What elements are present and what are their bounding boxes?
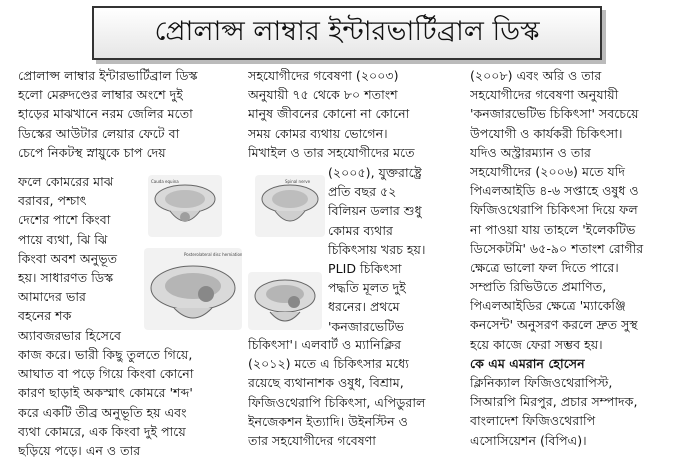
text-line: ফিজিওথেরাপি চিকিৎসা, এপিডুরাল (248, 394, 426, 410)
text-line: দেশের পাশে কিংবা (18, 212, 111, 228)
text-line: সময় কোমর ব্যথায় ভোগেন। (248, 125, 388, 141)
disc-herniation-illustration (144, 248, 242, 330)
vertebra-bottom-svg (248, 272, 322, 330)
column-2-bottom (248, 335, 460, 450)
author-line: এসোসিয়েশন (বিপিএ)। (470, 432, 587, 448)
column-2-top (248, 66, 460, 162)
herniation-label: Posterolateral disc herniation (184, 252, 242, 257)
text-line: না পাওয়া যায় তাহলে 'ইলেকটিভ (470, 221, 636, 237)
text-line: বহনের শক (18, 308, 72, 324)
text-line: ডিস্কের আউটার লেয়ার ফেটে বা (18, 125, 180, 141)
text-line: চেপে নিকটস্থ স্নায়ুকে চাপ দেয় (18, 144, 166, 160)
text-line: ব্যথা কোমরে, এক কিংবা দুই পায়ে (18, 423, 186, 439)
author-name: কে এম এমরান হোসেন (470, 355, 585, 371)
vertebra-illustration-top-right (255, 175, 325, 237)
author-line: ক্লিনিক্যাল ফিজিওথেরাপিস্ট, (470, 375, 613, 390)
text-line: সহযোগীদের গবেষণা অনুযায়ী (470, 87, 619, 103)
text-line: 'কনজারভেটিভ (328, 318, 404, 334)
text-line: ফিজিওথেরাপি চিকিৎসা দিয়ে ফল (470, 202, 638, 218)
text-line: ডিসেকটমি' ৬৫-৯০ শতাংশ রোগীর (470, 240, 644, 256)
column-3 (470, 66, 684, 450)
text-line: সহযোগীদের গবেষণা (২০০৩) (248, 68, 399, 83)
text-line: সম্প্রতি রিভিউতে প্রমাণিত, (470, 279, 607, 295)
vertebra-top-svg (148, 175, 222, 237)
text-line: পিএলআইডি ৪-৬ সপ্তাহে ওষুধ ও (470, 183, 639, 199)
cauda-equina-label: Cauda equina (151, 179, 179, 184)
text-line: উপযোগী ও কার্যকরী চিকিৎসা। (470, 125, 623, 141)
text-line: হয়। সাধারণত ডিস্ক (18, 269, 114, 285)
text-line: পায়ে ব্যথা, ঝি ঝি (18, 231, 108, 247)
text-line: হয়ে কাজে ফেরা সম্ভব হয়। (470, 336, 603, 352)
text-line: করে একটি তীব্র অনুভূতি হয় এবং (18, 404, 187, 420)
text-line: কোমর ব্যথার (328, 222, 393, 238)
column-1-bottom (18, 345, 242, 460)
text-line: আঘাত বা পড়ে গিয়ে কিংবা কোনো (18, 366, 194, 382)
spinal-nerve-label: Spinal nerve (285, 179, 311, 184)
column-2-narrow (328, 163, 460, 336)
text-line: যদিও অস্ট্রারম্যান ও তার (470, 144, 591, 160)
text-line: মানুষ জীবনের কোনো না কোনো (248, 106, 410, 122)
text-line: প্রোলাপ্স লাম্বার ইন্টারভার্টিব্রাল ডিস্ক (18, 68, 198, 83)
text-line: কারণ ছাড়াই অকস্মাৎ কোমরে 'শব্দ' (18, 385, 193, 401)
text-line: চিকিৎসা'। এলবার্ট ও ম্যানিক্লির (248, 337, 402, 352)
text-line: (২০০৮) এবং অরি ও তার (470, 68, 602, 83)
text-line: রয়েছে ব্যথানাশক ওষুধ, বিশ্রাম, (248, 375, 404, 391)
text-line: অ্যাবজরভার হিসেবে (18, 327, 122, 343)
text-line: PLID চিকিৎসা (328, 260, 402, 276)
headline-title: প্রোলাপ্স লাম্বার ইন্টারভার্টিব্রাল ডিস্ক (154, 15, 540, 47)
author-line: বাংলাদেশ ফিজিওথেরাপি (470, 413, 596, 429)
text-line: পিএলআইডির ক্ষেত্রে 'ম্যাকেঞ্জি (470, 298, 626, 314)
text-line: পদ্ধতি মূলত দুই (328, 280, 406, 296)
text-line: ফলে কোমরের মাঝ (18, 174, 114, 189)
text-line: ধরনের। প্রথমে (328, 299, 400, 315)
text-line: ছড়িয়ে পড়ে। এন ও তার (18, 442, 141, 458)
vertebra-illustration-top (148, 175, 222, 237)
text-line: সহযোগীদের (২০০৬) মতে যদি (470, 163, 625, 179)
author-line: সিআরপি মিরপুর, প্রচার সম্পাদক, (470, 394, 638, 410)
text-line: (২০১২) মতে এ চিকিৎসার মধ্যে (248, 356, 409, 372)
text-line: কিংবা অবশ অনুভূত (18, 250, 118, 266)
text-line: চিকিৎসায় খরচ হয়। (328, 241, 426, 257)
text-line: হাড়ের মাঝখানে নরম জেলির মতো (18, 106, 193, 122)
text-line: হলো মেরুদণ্ডের লাম্বার অংশে দুই (18, 87, 183, 103)
text-line: ইনজেকশন ইত্যাদি। উইনস্টিন ও (248, 413, 408, 429)
disc-herniation-svg (144, 248, 242, 330)
text-line: অনুযায়ী ৭৫ থেকে ৮০ শতাংশ (248, 87, 398, 103)
text-line: প্রতি বছর ৫২ (328, 184, 397, 200)
vertebra-top-right-svg (255, 175, 325, 237)
text-line: তার সহযোগীদের গবেষণা (248, 432, 376, 448)
text-line: 'কনজারভেটিভ চিকিৎসা' সবচেয়ে (470, 106, 639, 122)
text-line: (২০০৫), যুক্তরাষ্ট্রে (328, 165, 422, 180)
text-line: মিখাইল ও তার সহযোগীদের মতে (248, 144, 415, 160)
text-line: কাজ করে। ভারী কিছু তুলতে গিয়ে, (18, 347, 193, 362)
headline-box (92, 6, 602, 60)
text-line: আমাদের ভার (18, 289, 86, 305)
column-1 (18, 66, 242, 162)
text-line: বিলিয়ন ডলার শুধু (328, 203, 422, 219)
text-line: কনসেন্ট' অনুসরণ করলে দ্রুত সুস্থ (470, 317, 638, 333)
text-line: ক্ষেত্রে ভালো ফল দিতে পারে। (470, 259, 619, 275)
vertebra-illustration-bottom (248, 272, 322, 330)
text-line: বরাবর, পশ্চাৎ (18, 193, 87, 209)
